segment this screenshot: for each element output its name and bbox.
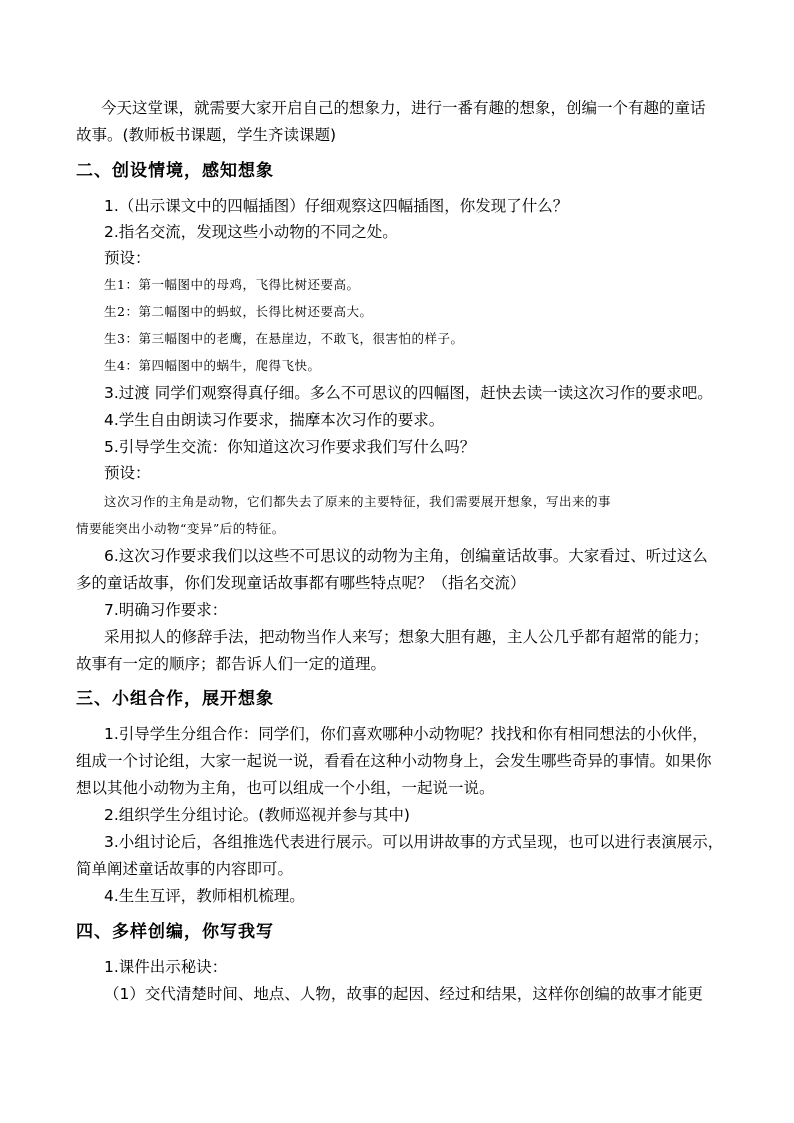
tip-item-1: （1）交代清楚时间、地点、人物，故事的起因、经过和结果，这样你创编的故事才能更 (104, 985, 703, 1003)
section-4-item-1: 1.课件出示秘诀： (104, 958, 228, 976)
section-2-item-1: 1.（出示课文中的四幅插图）仔细观察这四幅插图，你发现了什么？ (104, 197, 569, 215)
section-3-item-3-line-2: 简单阐述童话故事的内容即可。 (76, 860, 294, 878)
intro-line-1: 今天这堂课，就需要大家开启自己的想象力，进行一番有趣的想象，创编一个有趣的童话 (101, 99, 706, 117)
section-2-item-7: 7.明确习作要求： (104, 601, 228, 619)
section-2-item-4: 4.学生自由朗读习作要求，揣摩本次习作的要求。 (104, 411, 445, 429)
section-3-item-3-line-1: 3.小组讨论后，各组推选代表进行展示。可以用讲故事的方式呈现，也可以进行表演展示， (104, 833, 724, 851)
section-3-item-1-line-2: 组成一个讨论组，大家一起说一说，看看在这种小动物身上，会发生哪些奇异的事情。如果你 (76, 752, 712, 770)
preset-label-2: 预设： (104, 464, 151, 482)
student-answer-2: 生2：第二幅图中的蚂蚁，长得比树还要高大。 (104, 304, 373, 319)
section-2-item-2: 2.指名交流，发现这些小动物的不同之处。 (104, 223, 398, 241)
preset-label-1: 预设： (104, 249, 151, 267)
section-3-item-2: 2.组织学生分组讨论。(教师巡视并参与其中) (104, 806, 410, 824)
student-answer-1: 生1：第一幅图中的母鸡，飞得比树还要高。 (104, 277, 360, 292)
section-3-item-1-line-1: 1.引导学生分组合作：同学们，你们喜欢哪种小动物呢？找找和你有相同想法的小伙伴， (104, 725, 708, 743)
student-answer-3: 生3：第三幅图中的老鹰，在悬崖边，不敢飞，很害怕的样子。 (104, 331, 464, 346)
section-2-item-3: 3.过渡 同学们观察得真仔细。多么不可思议的四幅图，赶快去读一读这次习作的要求吧。 (104, 384, 713, 402)
section-2-item-6-line-1: 6.这次习作要求我们以这些不可思议的动物为主角，创编童话故事。大家看过、听过这么 (104, 547, 708, 565)
section-4-heading: 四、多样创编，你写我写 (76, 922, 274, 942)
requirement-line-1: 采用拟人的修辞手法，把动物当作人来写；想象大胆有趣，主人公几乎都有超常的能力； (104, 628, 709, 646)
preset-answer-line-1: 这次习作的主角是动物，它们都失去了原来的主要特征，我们需要展开想象，写出来的事 (104, 494, 612, 509)
intro-line-2: 故事。(教师板书课题，学生齐读课题) (76, 126, 337, 144)
section-3-heading: 三、小组合作，展开想象 (76, 689, 274, 709)
student-answer-4: 生4：第四幅图中的蜗牛，爬得飞快。 (104, 358, 321, 373)
section-2-heading: 二、创设情境，感知想象 (76, 161, 274, 181)
section-3-item-1-line-3: 想以其他小动物为主角，也可以组成一个小组，一起说一说。 (76, 779, 495, 797)
section-3-item-4: 4.生生互评，教师相机梳理。 (104, 887, 305, 905)
section-2-item-6-line-2: 多的童话故事，你们发现童话故事都有哪些特点呢？（指名交流） (76, 574, 526, 592)
preset-answer-line-2: 情要能突出小动物“变异”后的特征。 (76, 521, 285, 536)
requirement-line-2: 故事有一定的顺序；都告诉人们一定的道理。 (76, 655, 387, 673)
section-2-item-5: 5.引导学生交流：你知道这次习作要求我们写什么吗？ (104, 438, 476, 456)
